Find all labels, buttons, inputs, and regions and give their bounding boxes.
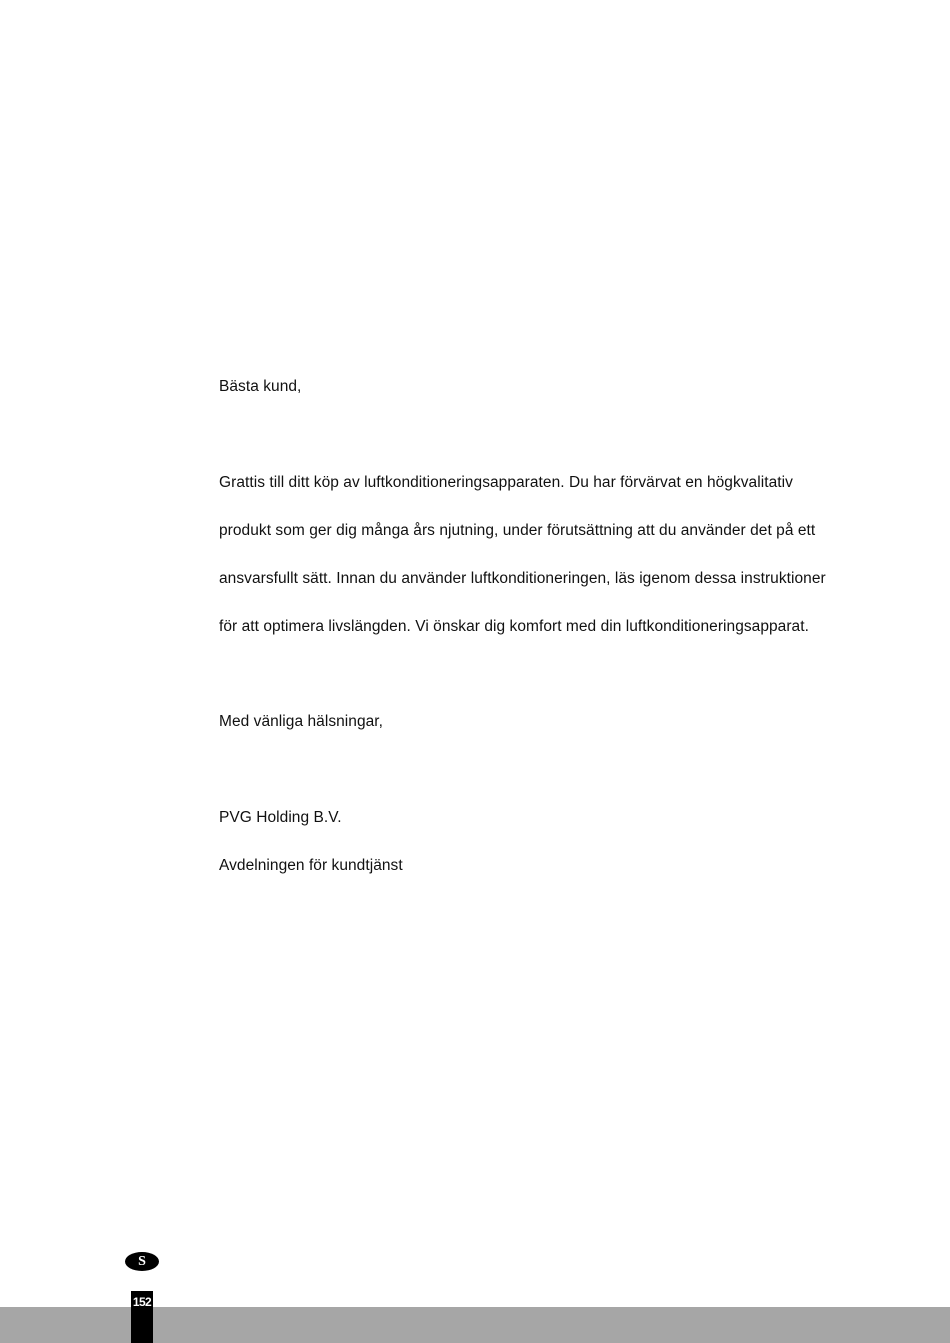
body-line-4: för att optimera livslängden. Vi önskar dig komfort med din luftkonditioneringsapparat.	[219, 618, 809, 635]
closing: Med vänliga hälsningar,	[219, 713, 384, 730]
company-name: PVG Holding B.V.	[219, 809, 342, 826]
department-name: Avdelningen för kundtjänst	[219, 857, 403, 874]
greeting: Bästa kund,	[219, 378, 302, 395]
page-number: 152	[132, 1295, 152, 1309]
language-badge: S	[125, 1252, 159, 1271]
body-line-1: Grattis till ditt köp av luftkonditioneringsapparaten. Du har förvärvat en högkvalitativ	[219, 474, 793, 491]
body-line-3: ansvarsfullt sätt. Innan du använder luftkonditioneringen, läs igenom dessa instruktioner	[219, 570, 826, 587]
body-line-2: produkt som ger dig många års njutning, under förutsättning att du använder det på ett	[219, 522, 816, 539]
